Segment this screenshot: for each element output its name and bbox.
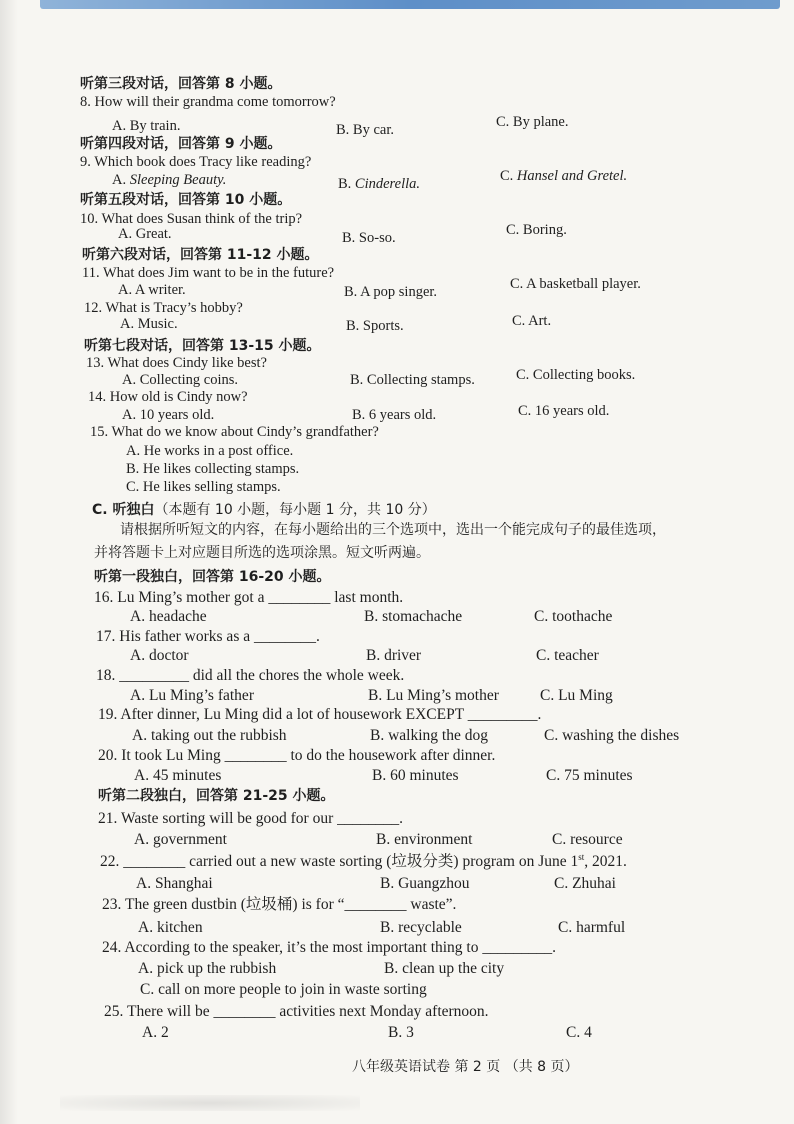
q13-option-a: A. Collecting coins. <box>122 372 238 388</box>
q15-option-b: B. He likes collecting stamps. <box>126 461 300 477</box>
q16-option-c: C. toothache <box>534 608 613 625</box>
part-c-instruction-1: 请根据所听短文的内容，在每小题给出的三个选项中，选出一个能完成句子的最佳选项， <box>120 522 666 538</box>
q8-option-a: A. By train. <box>112 118 181 134</box>
q22-option-a: A. Shanghai <box>136 875 213 892</box>
q25-stem: 25. There will be ________ activities next Monday afternoon. <box>104 1003 489 1020</box>
q8-stem: 8. How will their grandma come tomorrow? <box>80 94 336 110</box>
q11-option-c: C. A basketball player. <box>510 276 641 292</box>
q17-stem: 17. His father works as a ________. <box>96 628 320 645</box>
q16-stem: 16. Lu Ming’s mother got a ________ last month. <box>94 589 404 606</box>
page-left-shadow <box>0 0 18 1124</box>
q15-stem: 15. What do we know about Cindy’s grandfather? <box>90 424 379 440</box>
q19-option-c: C. washing the dishes <box>544 727 680 744</box>
q24-option-b: B. clean up the city <box>384 960 505 977</box>
q11-option-a: A. A writer. <box>118 282 186 298</box>
q13-option-b: B. Collecting stamps. <box>350 372 475 388</box>
dialogue-6-header: 听第六段对话，回答第 11-12 小题。 <box>82 247 319 263</box>
q8-option-c: C. By plane. <box>496 114 569 130</box>
q11-stem: 11. What does Jim want to be in the future? <box>82 265 335 281</box>
q18-option-c: C. Lu Ming <box>540 687 613 704</box>
q10-option-b: B. So-so. <box>342 230 396 246</box>
q19-option-a: A. taking out the rubbish <box>132 727 287 744</box>
dialogue-5-header: 听第五段对话，回答第 10 小题。 <box>80 192 292 208</box>
page-footer: 八年级英语试卷 第 2 页 （共 8 页） <box>352 1059 579 1075</box>
q9-option-c: C. Hansel and Gretel. <box>500 168 628 184</box>
q16-option-b: B. stomachache <box>364 608 463 625</box>
q17-option-b: B. driver <box>366 647 422 664</box>
q16-option-a: A. headache <box>130 608 207 625</box>
q20-stem: 20. It took Lu Ming ________ to do the housework after dinner. <box>98 747 496 764</box>
q25-option-b: B. 3 <box>388 1024 414 1041</box>
q24-option-c: C. call on more people to join in waste sorting <box>140 981 427 998</box>
q22-stem: 22. ________ carried out a new waste sorting (垃圾分类) program on June 1st, 2021. <box>100 851 627 870</box>
q23-option-b: B. recyclable <box>380 919 462 936</box>
q18-stem: 18. _________ did all the chores the whole week. <box>96 667 405 684</box>
q14-stem: 14. How old is Cindy now? <box>88 389 248 405</box>
q15-option-a: A. He works in a post office. <box>126 443 294 459</box>
q10-option-c: C. Boring. <box>506 222 567 238</box>
q24-stem: 24. According to the speaker, it’s the most important thing to _________. <box>102 939 556 956</box>
q12-option-a: A. Music. <box>120 316 178 332</box>
q18-option-b: B. Lu Ming’s mother <box>368 687 499 704</box>
q19-option-b: B. walking the dog <box>370 727 488 744</box>
q13-option-c: C. Collecting books. <box>516 367 636 383</box>
q13-stem: 13. What does Cindy like best? <box>86 355 267 371</box>
dialogue-4-header: 听第四段对话，回答第 9 小题。 <box>80 136 282 152</box>
q22-option-b: B. Guangzhou <box>380 875 470 892</box>
dialogue-3-header: 听第三段对话，回答第 8 小题。 <box>80 76 282 92</box>
q12-option-b: B. Sports. <box>346 318 404 334</box>
q21-option-c: C. resource <box>552 831 623 848</box>
q21-stem: 21. Waste sorting will be good for our ________. <box>98 810 403 827</box>
q10-stem: 10. What does Susan think of the trip? <box>80 211 303 227</box>
monologue-2-header: 听第二段独白，回答第 21-25 小题。 <box>98 788 335 804</box>
q25-option-c: C. 4 <box>566 1024 592 1041</box>
q14-option-c: C. 16 years old. <box>518 403 610 419</box>
monologue-1-header: 听第一段独白，回答第 16-20 小题。 <box>94 569 331 585</box>
q23-option-c: C. harmful <box>558 919 626 936</box>
q20-option-c: C. 75 minutes <box>546 767 633 784</box>
q23-stem: 23. The green dustbin (垃圾桶) is for “________ waste”. <box>102 896 457 913</box>
q11-option-b: B. A pop singer. <box>344 284 438 300</box>
q9-stem: 9. Which book does Tracy like reading? <box>80 154 312 170</box>
q20-option-a: A. 45 minutes <box>134 767 222 784</box>
q17-option-a: A. doctor <box>130 647 189 664</box>
scan-smudge <box>60 1095 360 1111</box>
dialogue-7-header: 听第七段对话，回答第 13-15 小题。 <box>84 338 321 354</box>
q12-option-c: C. Art. <box>512 313 552 329</box>
q18-option-a: A. Lu Ming’s father <box>130 687 254 704</box>
q21-option-b: B. environment <box>376 831 473 848</box>
q22-option-c: C. Zhuhai <box>554 875 616 892</box>
q19-stem: 19. After dinner, Lu Ming did a lot of housework EXCEPT _________. <box>98 706 542 723</box>
q23-option-a: A. kitchen <box>138 919 203 936</box>
part-c-title: C. 听独白（本题有 10 小题，每小题 1 分，共 10 分） <box>92 502 436 518</box>
page-top-edge <box>40 0 780 9</box>
q14-option-b: B. 6 years old. <box>352 407 437 423</box>
q25-option-a: A. 2 <box>142 1024 169 1041</box>
q15-option-c: C. He likes selling stamps. <box>126 479 281 495</box>
q24-option-a: A. pick up the rubbish <box>138 960 277 977</box>
q21-option-a: A. government <box>134 831 227 848</box>
q12-stem: 12. What is Tracy’s hobby? <box>84 300 243 316</box>
q9-option-a: A. Sleeping Beauty. <box>112 172 227 188</box>
q14-option-a: A. 10 years old. <box>122 407 215 423</box>
q10-option-a: A. Great. <box>118 226 172 242</box>
q8-option-b: B. By car. <box>336 122 394 138</box>
q20-option-b: B. 60 minutes <box>372 767 459 784</box>
q9-option-b: B. Cinderella. <box>338 176 421 192</box>
q17-option-c: C. teacher <box>536 647 599 664</box>
part-c-instruction-2: 并将答题卡上对应题目所选的选项涂黑。短文听两遍。 <box>94 545 430 561</box>
